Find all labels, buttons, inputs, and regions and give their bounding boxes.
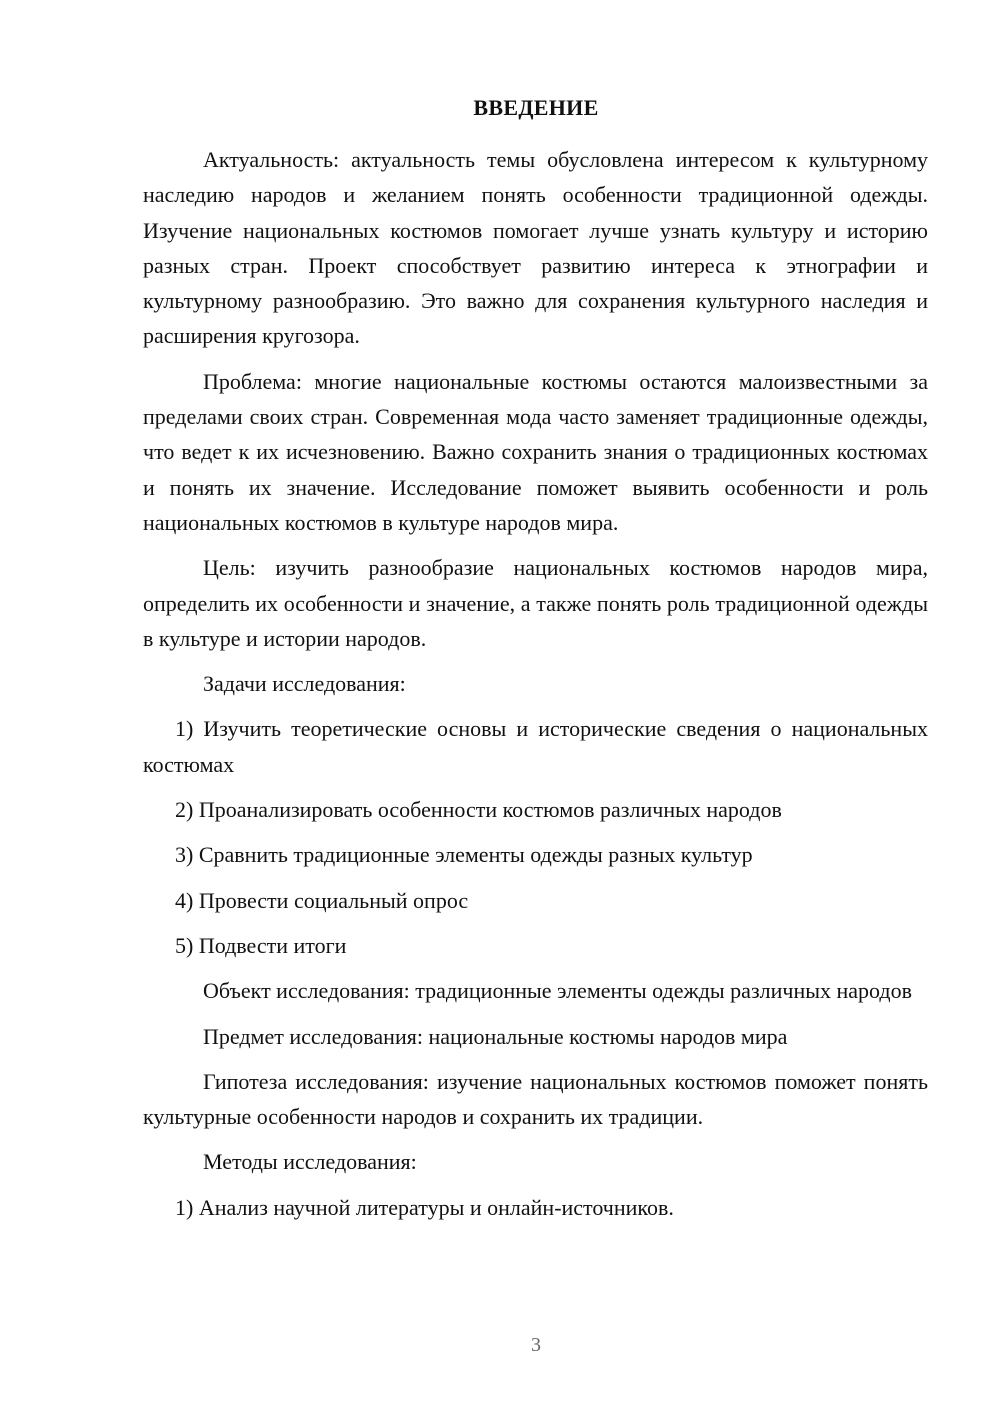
page-number: 3	[531, 1334, 541, 1356]
subject-paragraph: Предмет исследования: национальные костюмы народов мира	[203, 1023, 788, 1049]
problem-paragraph: Проблема: многие национальные костюмы остаются малоизвестными за пределами своих стран. Современная мода часто заменяет традиционные одежды, что ведет к их исчезновению. Важно сохранить знания о традиционных костюмах и понять их значение. Исследование поможет выявить особенности и роль национальных костюмов в культуре народов мира.	[143, 368, 928, 535]
task-item: 4) Провести социальный опрос	[175, 887, 469, 913]
methods-heading: Методы исследования:	[203, 1149, 417, 1175]
task-item: 3) Сравнить традиционные элементы одежды разных культур	[175, 842, 753, 868]
task-item: 1) Изучить теоретические основы и исторические сведения о национальных костюмах	[143, 716, 928, 777]
task-item: 2) Проанализировать особенности костюмов различных народов	[175, 797, 782, 823]
page-title: ВВЕДЕНИЕ	[473, 95, 599, 120]
hypothesis-paragraph: Гипотеза исследования: изучение национальных костюмов поможет понять культурные особенности народов и сохранить их традиции.	[143, 1068, 928, 1130]
goal-paragraph: Цель: изучить разнообразие национальных костюмов народов мира, определить их особенности и значение, а также понять роль традиционной одежды в культуре и истории народов.	[143, 555, 928, 651]
method-item: 1) Анализ научной литературы и онлайн-источников.	[175, 1194, 674, 1220]
relevance-paragraph: Актуальность: актуальность темы обусловлена интересом к культурному наследию народов и желанием понять особенности традиционной одежды. Изучение национальных костюмов помогает лучше узнать культуру и историю разных стран. Проект способствует развитию интереса к этнографии и культурному разнообразию. Это важно для сохранения культурного наследия и расширения кругозора.	[143, 147, 928, 349]
task-item: 5) Подвести итоги	[175, 932, 347, 958]
document-body	[143, 142, 928, 1235]
tasks-heading: Задачи исследования:	[203, 671, 406, 697]
object-paragraph: Объект исследования: традиционные элементы одежды различных народов	[203, 978, 912, 1004]
